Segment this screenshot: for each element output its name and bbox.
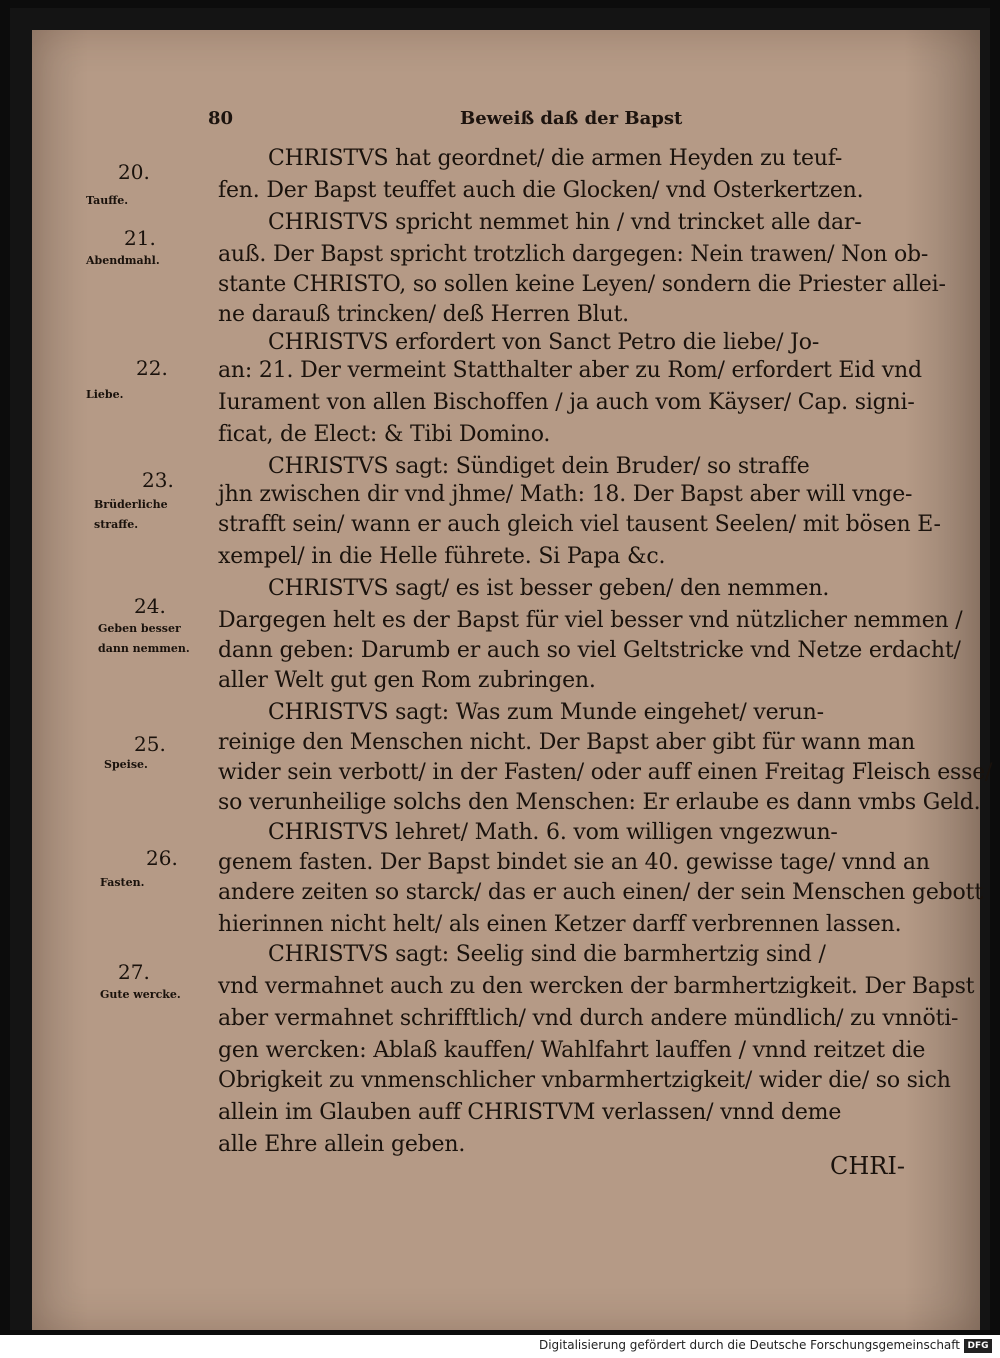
text-line: CHRISTVS spricht nemmet hin / vnd trincket alle dar-: [268, 210, 862, 235]
margin-number: 24.: [134, 594, 166, 618]
text-line: auß. Der Bapst spricht trotzlich dargegen: Nein trawen/ Non ob-: [218, 242, 929, 267]
text-line: andere zeiten so starck/ das er auch einen/ der sein Menschen gebott: [218, 880, 983, 905]
text-line: fen. Der Bapst teuffet auch die Glocken/ vnd Osterkertzen.: [218, 178, 864, 203]
margin-label: Brüderliche: [94, 498, 168, 511]
text-line: an: 21. Der vermeint Statthalter aber zu Rom/ erfordert Eid vnd: [218, 358, 922, 383]
margin-number: 27.: [118, 960, 150, 984]
text-line: ne darauß trincken/ deß Herren Blut.: [218, 302, 629, 327]
text-line: allein im Glauben auff CHRISTVM verlassen/ vnnd deme: [218, 1100, 842, 1125]
catchword: CHRI-: [830, 1152, 905, 1180]
text-line: CHRISTVS lehret/ Math. 6. vom willigen vngezwun-: [268, 820, 838, 845]
margin-label: Speise.: [104, 758, 148, 771]
text-line: CHRISTVS hat geordnet/ die armen Heyden zu teuf-: [268, 146, 843, 171]
text-line: ficat, de Elect: & Tibi Domino.: [218, 422, 551, 447]
margin-label: dann nemmen.: [98, 642, 190, 655]
text-line: aber vermahnet schrifftlich/ vnd durch andere mündlich/ zu vnnöti-: [218, 1006, 959, 1031]
text-line: stante CHRISTO, so sollen keine Leyen/ sondern die Priester allei-: [218, 272, 946, 297]
dfg-logo-icon: DFG: [964, 1339, 992, 1353]
text-line: alle Ehre allein geben.: [218, 1132, 466, 1157]
text-line: aller Welt gut gen Rom zubringen.: [218, 668, 596, 693]
text-line: reinige den Menschen nicht. Der Bapst aber gibt für wann man: [218, 730, 916, 755]
text-line: genem fasten. Der Bapst bindet sie an 40. gewisse tage/ vnnd an: [218, 850, 930, 875]
text-line: CHRISTVS sagt/ es ist besser geben/ den nemmen.: [268, 576, 830, 601]
text-line: xempel/ in die Helle führete. Si Papa &c.: [218, 544, 666, 569]
margin-label: Gute wercke.: [100, 988, 181, 1001]
text-line: CHRISTVS erfordert von Sanct Petro die liebe/ Jo-: [268, 330, 820, 355]
margin-label: Geben besser: [98, 622, 181, 635]
text-line: dann geben: Darumb er auch so viel Geltstricke vnd Netze erdacht/: [218, 638, 961, 663]
text-line: so verunheilige solchs den Menschen: Er erlaube es dann vmbs Geld.: [218, 790, 981, 815]
text-line: jhn zwischen dir vnd jhme/ Math: 18. Der Bapst aber will vnge-: [218, 482, 913, 507]
margin-label: straffe.: [94, 518, 139, 531]
text-line: gen wercken: Ablaß kauffen/ Wahlfahrt lauffen / vnnd reitzet die: [218, 1038, 926, 1063]
text-line: Iurament von allen Bischoffen / ja auch vom Käyser/ Cap. signi-: [218, 390, 915, 415]
page-number: 80: [208, 108, 234, 129]
funding-credit: Digitalisierung gefördert durch die Deutsche Forschungsgemeinschaft: [538, 1338, 960, 1352]
footer-bar: [0, 1335, 1000, 1358]
text-line: wider sein verbott/ in der Fasten/ oder auff einen Freitag Fleisch esse/: [218, 760, 993, 785]
text-line: Dargegen helt es der Bapst für viel besser vnd nützlicher nemmen /: [218, 608, 963, 633]
text-line: Obrigkeit zu vnmenschlicher vnbarmhertzigkeit/ wider die/ so sich: [218, 1068, 951, 1093]
margin-number: 20.: [118, 160, 150, 184]
text-line: hierinnen nicht helt/ als einen Ketzer darff verbrennen lassen.: [218, 912, 902, 937]
margin-label: Liebe.: [86, 388, 124, 401]
running-title: Beweiß daß der Bapst: [460, 108, 683, 129]
text-line: vnd vermahnet auch zu den wercken der barmhertzigkeit. Der Bapst: [218, 974, 975, 999]
text-line: CHRISTVS sagt: Was zum Munde eingehet/ verun-: [268, 700, 824, 725]
text-line: strafft sein/ wann er auch gleich viel tausent Seelen/ mit bösen E-: [218, 512, 941, 537]
text-line: CHRISTVS sagt: Sündiget dein Bruder/ so straffe: [268, 454, 810, 479]
margin-number: 26.: [146, 846, 178, 870]
margin-number: 22.: [136, 356, 168, 380]
margin-label: Tauffe.: [86, 194, 129, 207]
margin-label: Abendmahl.: [86, 254, 160, 267]
text-line: CHRISTVS sagt: Seelig sind die barmhertzig sind /: [268, 942, 826, 967]
margin-number: 25.: [134, 732, 166, 756]
margin-number: 21.: [124, 226, 156, 250]
margin-label: Fasten.: [100, 876, 145, 889]
margin-number: 23.: [142, 468, 174, 492]
